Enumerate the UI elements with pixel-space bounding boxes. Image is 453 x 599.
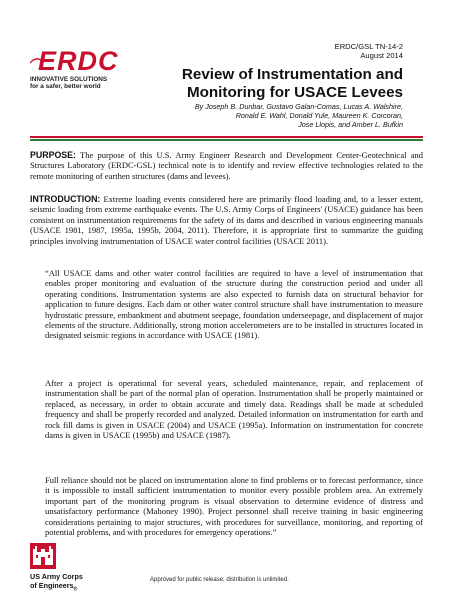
quote-paragraph-2: After a project is operational for several years, scheduled maintenance, repair, and replacement of instrumentation shall be part of the normal plan of operation. Instrumentation shall be properly maintained or replaced, as necessary, in order to obtain accurate and timely data. Readings shall be made at scheduled frequency and shall be properly recorded and analyzed. Detailed information on instrumentation for earth and rock fill dams is given in USACE (2004) and USACE (1995a). Information on instrumentation for concrete dams is given in USACE (1995b) and USACE (1987). [45, 378, 423, 441]
introduction-text: Extreme loading events considered here are primarily flood loading and, to a lesser extent, seismic loading from extreme earthquake events. The U.S. Army Corps of Engineers' (USACE) guidance has been consistent on instrumentation requirements for the safety of its dams and described in various engineering manuals (USACE 1981, 1987, 1995a, 1995b, 2004, 2011). Therefore, it is appropriate first to summarize the guiding principles involving instrumentation of USACE water control facilities (USACE 2011). [30, 194, 424, 246]
release-note: Approved for public release; distribution is unlimited. [150, 577, 289, 583]
document-id: ERDC/GSL TN-14-2 [334, 42, 403, 51]
authors-line-2: Ronald E. Wahl, Donald Yule, Maureen K. Corcoran, [235, 111, 403, 121]
introduction-paragraph [30, 194, 423, 246]
quote-paragraph-3: Full reliance should not be placed on instrumentation alone to find problems or to forecast performance, since it is impossible to install sufficient instrumentation to monitor every possible problem area. An extremely important part of the monitoring program is visual observation to determine evidence of distress and unsatisfactory performance (Mahoney 1990). Project personnel shall receive training in basic engineering considerations pertaining to major structures, with procedures for surveillance, monitoring, and reporting of potential problems, and with procedures for emergency operations.” [45, 475, 423, 538]
title-line-2: Monitoring for USACE Levees [186, 83, 403, 101]
divider-red [30, 136, 423, 138]
document-date: August 2014 [360, 51, 403, 60]
quote-paragraph-1: “All USACE dams and other water control facilities are required to have a level of instrumentation that enables proper monitoring and evaluation of the structure during the construction period and under all operating conditions. Instrumentation systems are also expected to furnish data on structural behavior for application to future designs. Each dam or other water control structure shall have instrumentation to measure hydrostatic pressure, embankment and abutment seepage, foundation underseepage, and displacement of major elements of the structure. Additionally, strong motion accelerometers are to be installed in structures located in designated seismic regions in accordance with USACE (1981). [45, 268, 423, 341]
corps-line-1: US Army Corps [30, 572, 83, 581]
authors-line-3: Jose Llopis, and Amber L. Bufkin [298, 120, 403, 130]
authors-line-1: By Joseph B. Dunbar, Gustavo Galan-Comas, Lucas A. Walshire, [194, 102, 403, 111]
document-title [143, 66, 403, 101]
corps-line-2: of Engineers$_®$ [30, 580, 78, 593]
usace-castle-logo-icon [30, 543, 56, 569]
erdc-logo-wordmark: ERDC [38, 46, 119, 76]
registered-mark: ® [73, 586, 78, 593]
usace-name [30, 573, 83, 594]
authors [103, 102, 403, 130]
logo-swoosh-icon [30, 58, 42, 64]
divider-green [30, 139, 423, 141]
logo-tagline-2: for a safer, better world [30, 83, 101, 90]
title-line-1: Review of Instrumentation and [181, 66, 403, 83]
purpose-label: PURPOSE: [30, 150, 76, 160]
purpose-paragraph [30, 150, 423, 181]
logo-tagline-1: INNOVATIVE SOLUTIONS [30, 76, 108, 83]
purpose-text: The purpose of this U.S. Army Engineer Research and Development Center-Geotechnical and Structures Laboratory (ERDC-GSL) technical note is to identify and review effective technologies related to the remote monitoring of earthen structures (dams and levees). [30, 150, 423, 181]
introduction-label: INTRODUCTION: [30, 194, 101, 204]
